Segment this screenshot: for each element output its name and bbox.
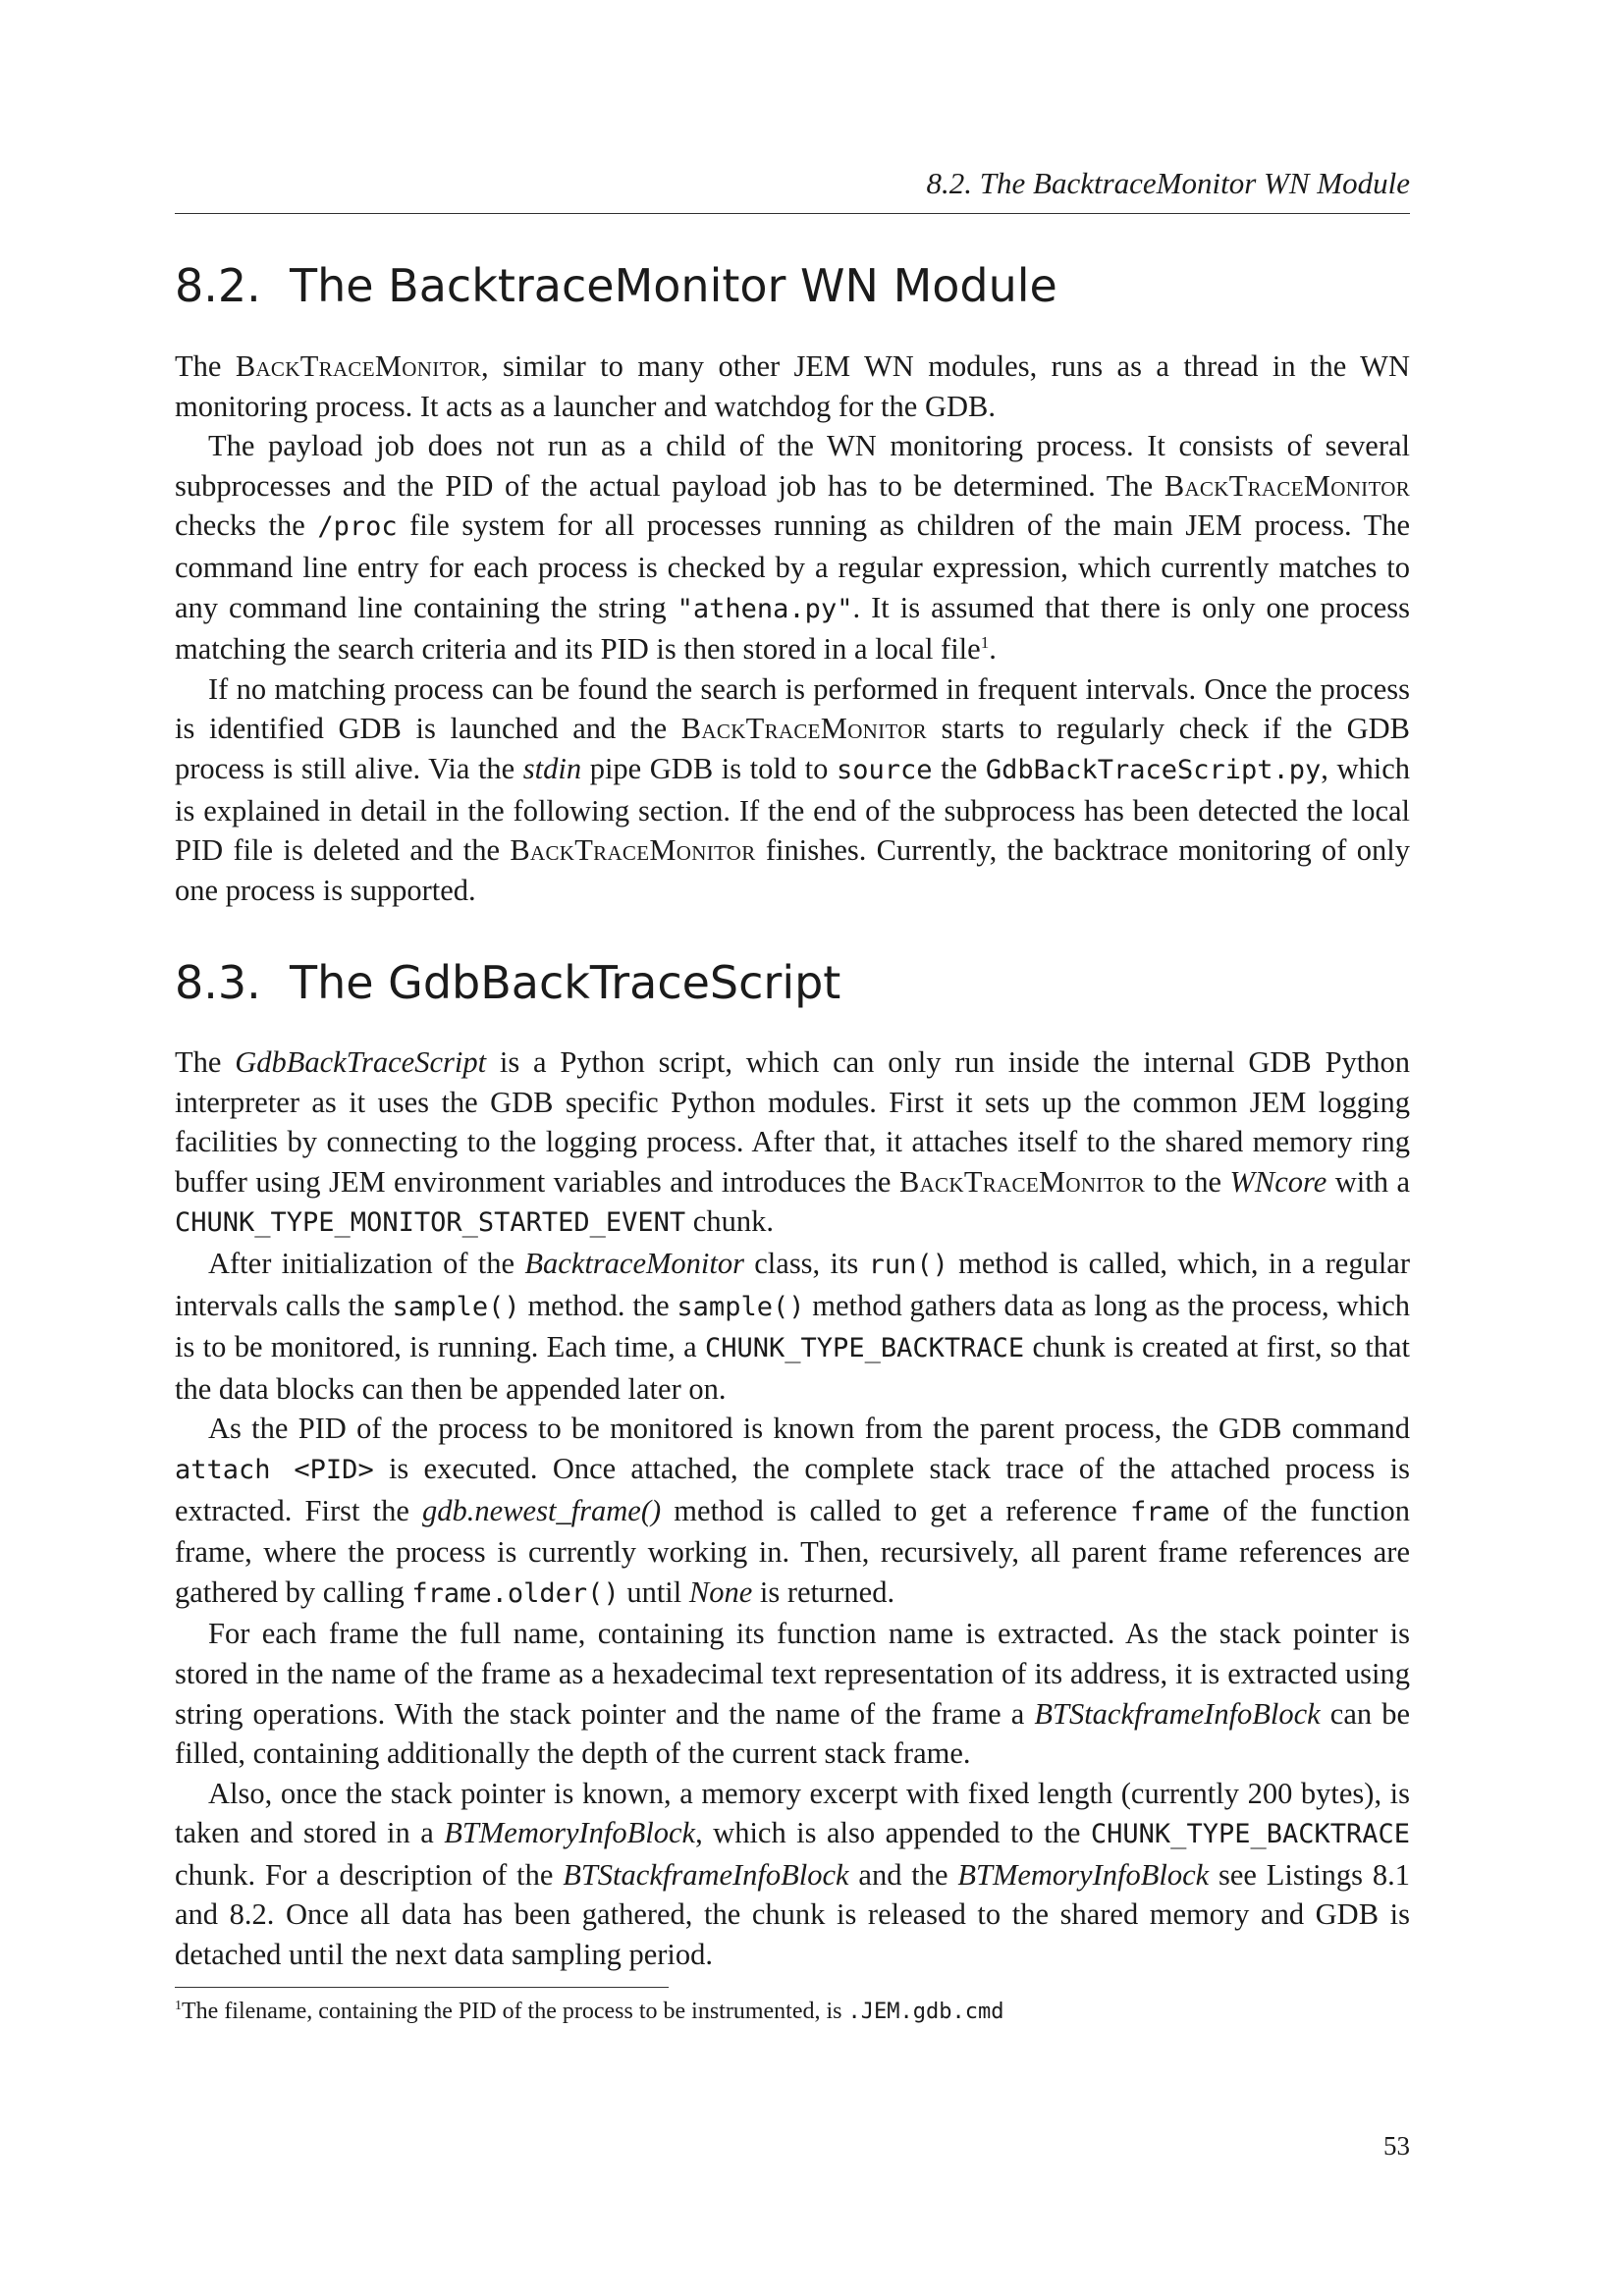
inline-code: sample() bbox=[677, 1291, 805, 1322]
section-title: The GdbBackTraceScript bbox=[290, 956, 841, 1009]
footnote-code: .JEM.gdb.cmd bbox=[847, 2000, 1004, 2024]
footnote-rule bbox=[175, 1987, 669, 1988]
inline-code: "athena.py" bbox=[677, 593, 853, 624]
footnote bbox=[175, 1997, 1410, 2027]
footnote-mark: 1 bbox=[175, 1999, 182, 2013]
module-name: BackTraceMonitor bbox=[510, 833, 756, 868]
header-rule bbox=[175, 213, 1410, 214]
inline-code: /proc bbox=[317, 511, 398, 543]
inline-code: CHUNK_TYPE_BACKTRACE bbox=[705, 1333, 1025, 1364]
section-number: 8.3. bbox=[175, 956, 261, 1009]
section-title: The BacktraceMonitor WN Module bbox=[290, 259, 1057, 312]
inline-code: run() bbox=[868, 1249, 948, 1280]
section-number: 8.2. bbox=[175, 259, 261, 312]
page-number: 53 bbox=[1383, 2131, 1410, 2161]
footnote-ref[interactable]: 1 bbox=[980, 633, 990, 653]
inline-code: frame.older() bbox=[411, 1577, 620, 1609]
inline-code: CHUNK_TYPE_MONITOR_STARTED_EVENT bbox=[175, 1207, 686, 1239]
module-name: BackTraceMonitor bbox=[235, 349, 482, 383]
paragraph: If no matching process can be found the search is performed in frequent intervals. Once the process is identified GDB is launched and the BackTraceMonitor starts to regularly check if the GDB process is still alive. Via the stdin pipe GDB is told to source the GdbBackTraceScript.py, which is explained in detail in the following section. If the end of the subprocess has been detected the local PID file is deleted and the BackTraceMonitor finishes. Currently, the backtrace monitoring of only one process is supported. bbox=[175, 671, 1411, 907]
section-8-2-body bbox=[175, 347, 1410, 910]
section-heading-8-2 bbox=[175, 258, 1057, 313]
module-name: BackTraceMonitor bbox=[680, 712, 927, 746]
paragraph: As the PID of the process to be monitored is known from the parent process, the GDB command attach <PID> is executed. Once attached, the complete stack trace of the attached process is extracted. First the gdb.newest_frame() method is called to get a reference frame of the function frame, where the process is currently working in. Then, recursively, all parent frame references are gathered by calling frame.older() until None is returned. bbox=[175, 1412, 1411, 1609]
inline-code: attach <PID> bbox=[175, 1454, 374, 1485]
section-8-3-body bbox=[175, 1042, 1410, 1975]
paragraph: After initialization of the BacktraceMonitor class, its run() method is called, which, in a regular intervals calls the sample() method. the sample() method gathers data as long as the process, which is to be monitored, is running. Each time, a CHUNK_TYPE_BACKTRACE chunk is created at first, so that the data blocks can then be appended later on. bbox=[175, 1246, 1410, 1406]
module-name: BackTraceMonitor bbox=[1164, 468, 1410, 503]
paragraph: For each frame the full name, containing its function name is extracted. As the stack pointer is stored in the name of the frame as a hexadecimal text representation of its address, it is extracted using string operations. With the stack pointer and the name of the frame a BTStackframeInfoBlock can be filled, containing additionally the depth of the current stack frame. bbox=[175, 1617, 1410, 1771]
inline-code: source bbox=[836, 754, 933, 785]
page bbox=[175, 0, 1410, 2296]
inline-code: frame bbox=[1129, 1496, 1211, 1527]
paragraph: The BackTraceMonitor, similar to many other JEM WN modules, runs as a thread in the WN monitoring process. It acts as a launcher and watchdog for the GDB. bbox=[175, 349, 1410, 423]
module-name: BackTraceMonitor bbox=[898, 1164, 1146, 1199]
running-header: 8.2. The BacktraceMonitor WN Module bbox=[926, 166, 1410, 200]
paragraph: The payload job does not run as a child of the WN monitoring process. It consists of several subprocesses and the PID of the actual payload job has to be determined. The BackTraceMonitor checks the /proc file system for all processes running as children of the main JEM process. The command line entry for each process is checked by a regular expression, which currently matches to any command line containing the string "athena.py". It is assumed that there is only one process matching the search criteria and its PID is then stored in a local file$^1$. bbox=[175, 429, 1411, 667]
inline-code: CHUNK_TYPE_BACKTRACE bbox=[1090, 1819, 1411, 1850]
inline-code: GdbBackTraceScript.py bbox=[985, 754, 1322, 785]
footnote-text: The filename, containing the PID of the process to be instrumented, is bbox=[182, 1999, 848, 2024]
paragraph: The GdbBackTraceScript is a Python script, which can only run inside the internal GDB Python interpreter as it uses the GDB specific Python modules. First it sets up the common JEM logging facilities by connecting to the logging process. After that, it attaches itself to the shared memory ring buffer using JEM environment variables and introduces the BackTraceMonitor to the WNcore with a CHUNK_TYPE_MONITOR_STARTED_EVENT chunk. bbox=[175, 1045, 1411, 1239]
paragraph: Also, once the stack pointer is known, a memory excerpt with fixed length (currently 200 bytes), is taken and stored in a BTMemoryInfoBlock, which is also appended to the CHUNK_TYPE_BACKTRACE chunk. For a description of the BTStackframeInfoBlock and the BTMemoryInfoBlock see Listings 8.1 and 8.2. Once all data has been gathered, the chunk is released to the shared memory and GDB is detached until the next data sampling period. bbox=[175, 1776, 1411, 1972]
section-heading-8-3 bbox=[175, 955, 840, 1010]
inline-code: sample() bbox=[392, 1291, 520, 1322]
